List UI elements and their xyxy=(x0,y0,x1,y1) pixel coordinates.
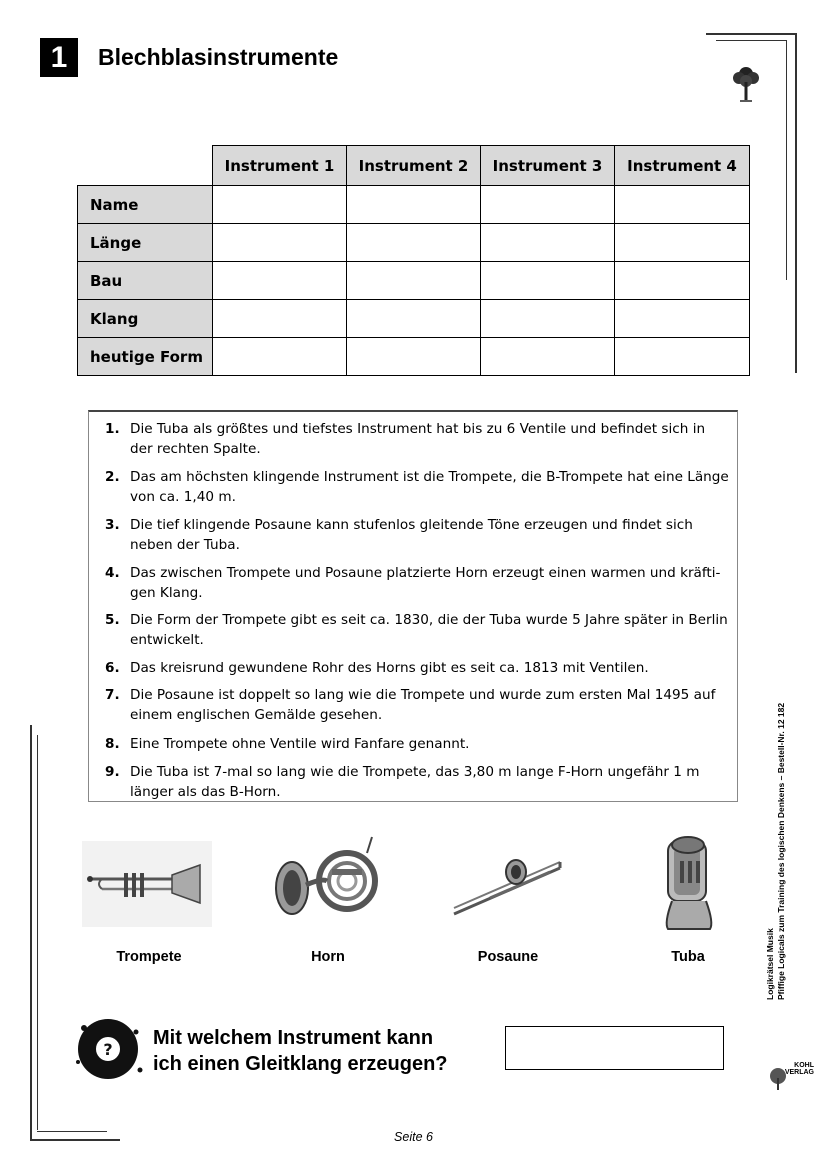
grid-row-label: Klang xyxy=(78,300,213,338)
instrument-label: Tuba xyxy=(671,949,705,965)
clue-text: Die Tuba ist 7-mal so lang wie die Trompete, das 3,80 m lange F-Horn ungefähr 1 m länger als das B-Horn. xyxy=(130,764,700,800)
grid-cell[interactable] xyxy=(347,262,481,300)
svg-text:?: ? xyxy=(103,1040,113,1059)
frame-bottom-left-v2 xyxy=(37,735,38,1130)
frame-top-right-h xyxy=(706,33,796,35)
instrument-label: Trompete xyxy=(116,949,182,965)
frame-bottom-left-v xyxy=(30,725,32,1140)
grid-cell[interactable] xyxy=(347,186,481,224)
clue-number: 1. xyxy=(105,421,120,437)
trumpet-image xyxy=(82,841,212,927)
question-icon xyxy=(70,1014,146,1084)
frame-top-right-v2 xyxy=(786,40,787,280)
grid-cell[interactable] xyxy=(481,262,615,300)
tuba-image xyxy=(658,835,720,933)
grid-cell[interactable] xyxy=(615,186,750,224)
side-info xyxy=(765,703,787,1000)
grid-cell[interactable] xyxy=(213,186,347,224)
clue-text: Die Form der Trompete gibt es seit ca. 1830, die der Tuba wurde 5 Jahre später in Berlin entwickelt. xyxy=(130,612,728,648)
page-number: Seite 6 xyxy=(394,1130,433,1144)
exercise-number: 1 xyxy=(40,38,78,77)
question-line: Mit welchem Instrument kann xyxy=(153,1027,434,1049)
clue-number: 3. xyxy=(105,517,120,533)
clue-text: Die tief klingende Posaune kann stufenlos gleitende Töne erzeugen und findet sich neben der Tuba. xyxy=(130,517,693,553)
grid-cell[interactable] xyxy=(347,338,481,376)
frame-top-right-v xyxy=(795,33,797,373)
clue-number: 9. xyxy=(105,764,120,780)
clue-text: Das kreisrund gewundene Rohr des Horns gibt es seit ca. 1813 mit Ventilen. xyxy=(130,660,649,676)
grid-row-label: Bau xyxy=(78,262,213,300)
answer-field[interactable] xyxy=(505,1026,724,1070)
question-line: ich einen Gleitklang erzeugen? xyxy=(153,1053,448,1075)
grid-row-label: Länge xyxy=(78,224,213,262)
clue-number: 5. xyxy=(105,612,120,628)
grid-cell[interactable] xyxy=(615,300,750,338)
clue-text: Eine Trompete ohne Ventile wird Fanfare genannt. xyxy=(130,736,470,752)
grid-cell[interactable] xyxy=(347,300,481,338)
clues-box xyxy=(88,410,738,802)
instrument-label: Posaune xyxy=(477,949,539,965)
clue-text: Das am höchsten klingende Instrument ist die Trompete, die B-Trompete hat eine Länge von ca. 1,40 m. xyxy=(130,469,729,505)
grid-cell[interactable] xyxy=(213,300,347,338)
logic-grid xyxy=(77,145,749,384)
grid-row-label: Name xyxy=(78,186,213,224)
grid-cell[interactable] xyxy=(213,262,347,300)
grid-column-header: Instrument 2 xyxy=(347,146,481,186)
clue-text: Die Posaune ist doppelt so lang wie die Trompete und wurde zum ersten Mal 1495 auf einem englischen Gemälde gesehen. xyxy=(130,687,716,723)
clue-number: 6. xyxy=(105,660,120,676)
grid-column-header: Instrument 3 xyxy=(481,146,615,186)
side-info-subtitle: Pfiffige Logicals zum Training des logischen Denkens – Bestell-Nr. 12 182 xyxy=(776,702,786,1000)
grid-cell[interactable] xyxy=(213,224,347,262)
publisher-name: KOHL VERLAG xyxy=(784,1062,814,1076)
grid-cell[interactable] xyxy=(213,338,347,376)
grid-cell[interactable] xyxy=(615,224,750,262)
clue-number: 7. xyxy=(105,687,120,703)
side-info-title: Logikrätsel Musik xyxy=(765,928,775,1000)
frame-top-right-h2 xyxy=(716,40,786,41)
grid-corner xyxy=(78,146,213,186)
grid-cell[interactable] xyxy=(481,224,615,262)
grid-row-label: heutige Form xyxy=(78,338,213,376)
grid-cell[interactable] xyxy=(481,186,615,224)
horn-image xyxy=(272,833,386,919)
grid-cell[interactable] xyxy=(481,300,615,338)
grid-column-header: Instrument 1 xyxy=(213,146,347,186)
tree-icon xyxy=(730,64,762,104)
grid-cell[interactable] xyxy=(481,338,615,376)
grid-column-header: Instrument 4 xyxy=(615,146,750,186)
question-text xyxy=(153,1025,493,1077)
grid-cell[interactable] xyxy=(615,262,750,300)
trombone-image xyxy=(450,858,566,918)
clue-text: Das zwischen Trompete und Posaune platzierte Horn erzeugt einen warmen und kräfti-gen Klang. xyxy=(130,565,721,601)
instrument-label: Horn xyxy=(311,949,345,965)
clue-number: 2. xyxy=(105,469,120,485)
clue-text: Die Tuba als größtes und tiefstes Instrument hat bis zu 6 Ventile und befindet sich in der rechten Spalte. xyxy=(130,421,706,457)
clue-number: 8. xyxy=(105,736,120,752)
grid-cell[interactable] xyxy=(347,224,481,262)
grid-cell[interactable] xyxy=(615,338,750,376)
clue-number: 4. xyxy=(105,565,120,581)
page-title: Blechblasinstrumente xyxy=(98,44,339,70)
